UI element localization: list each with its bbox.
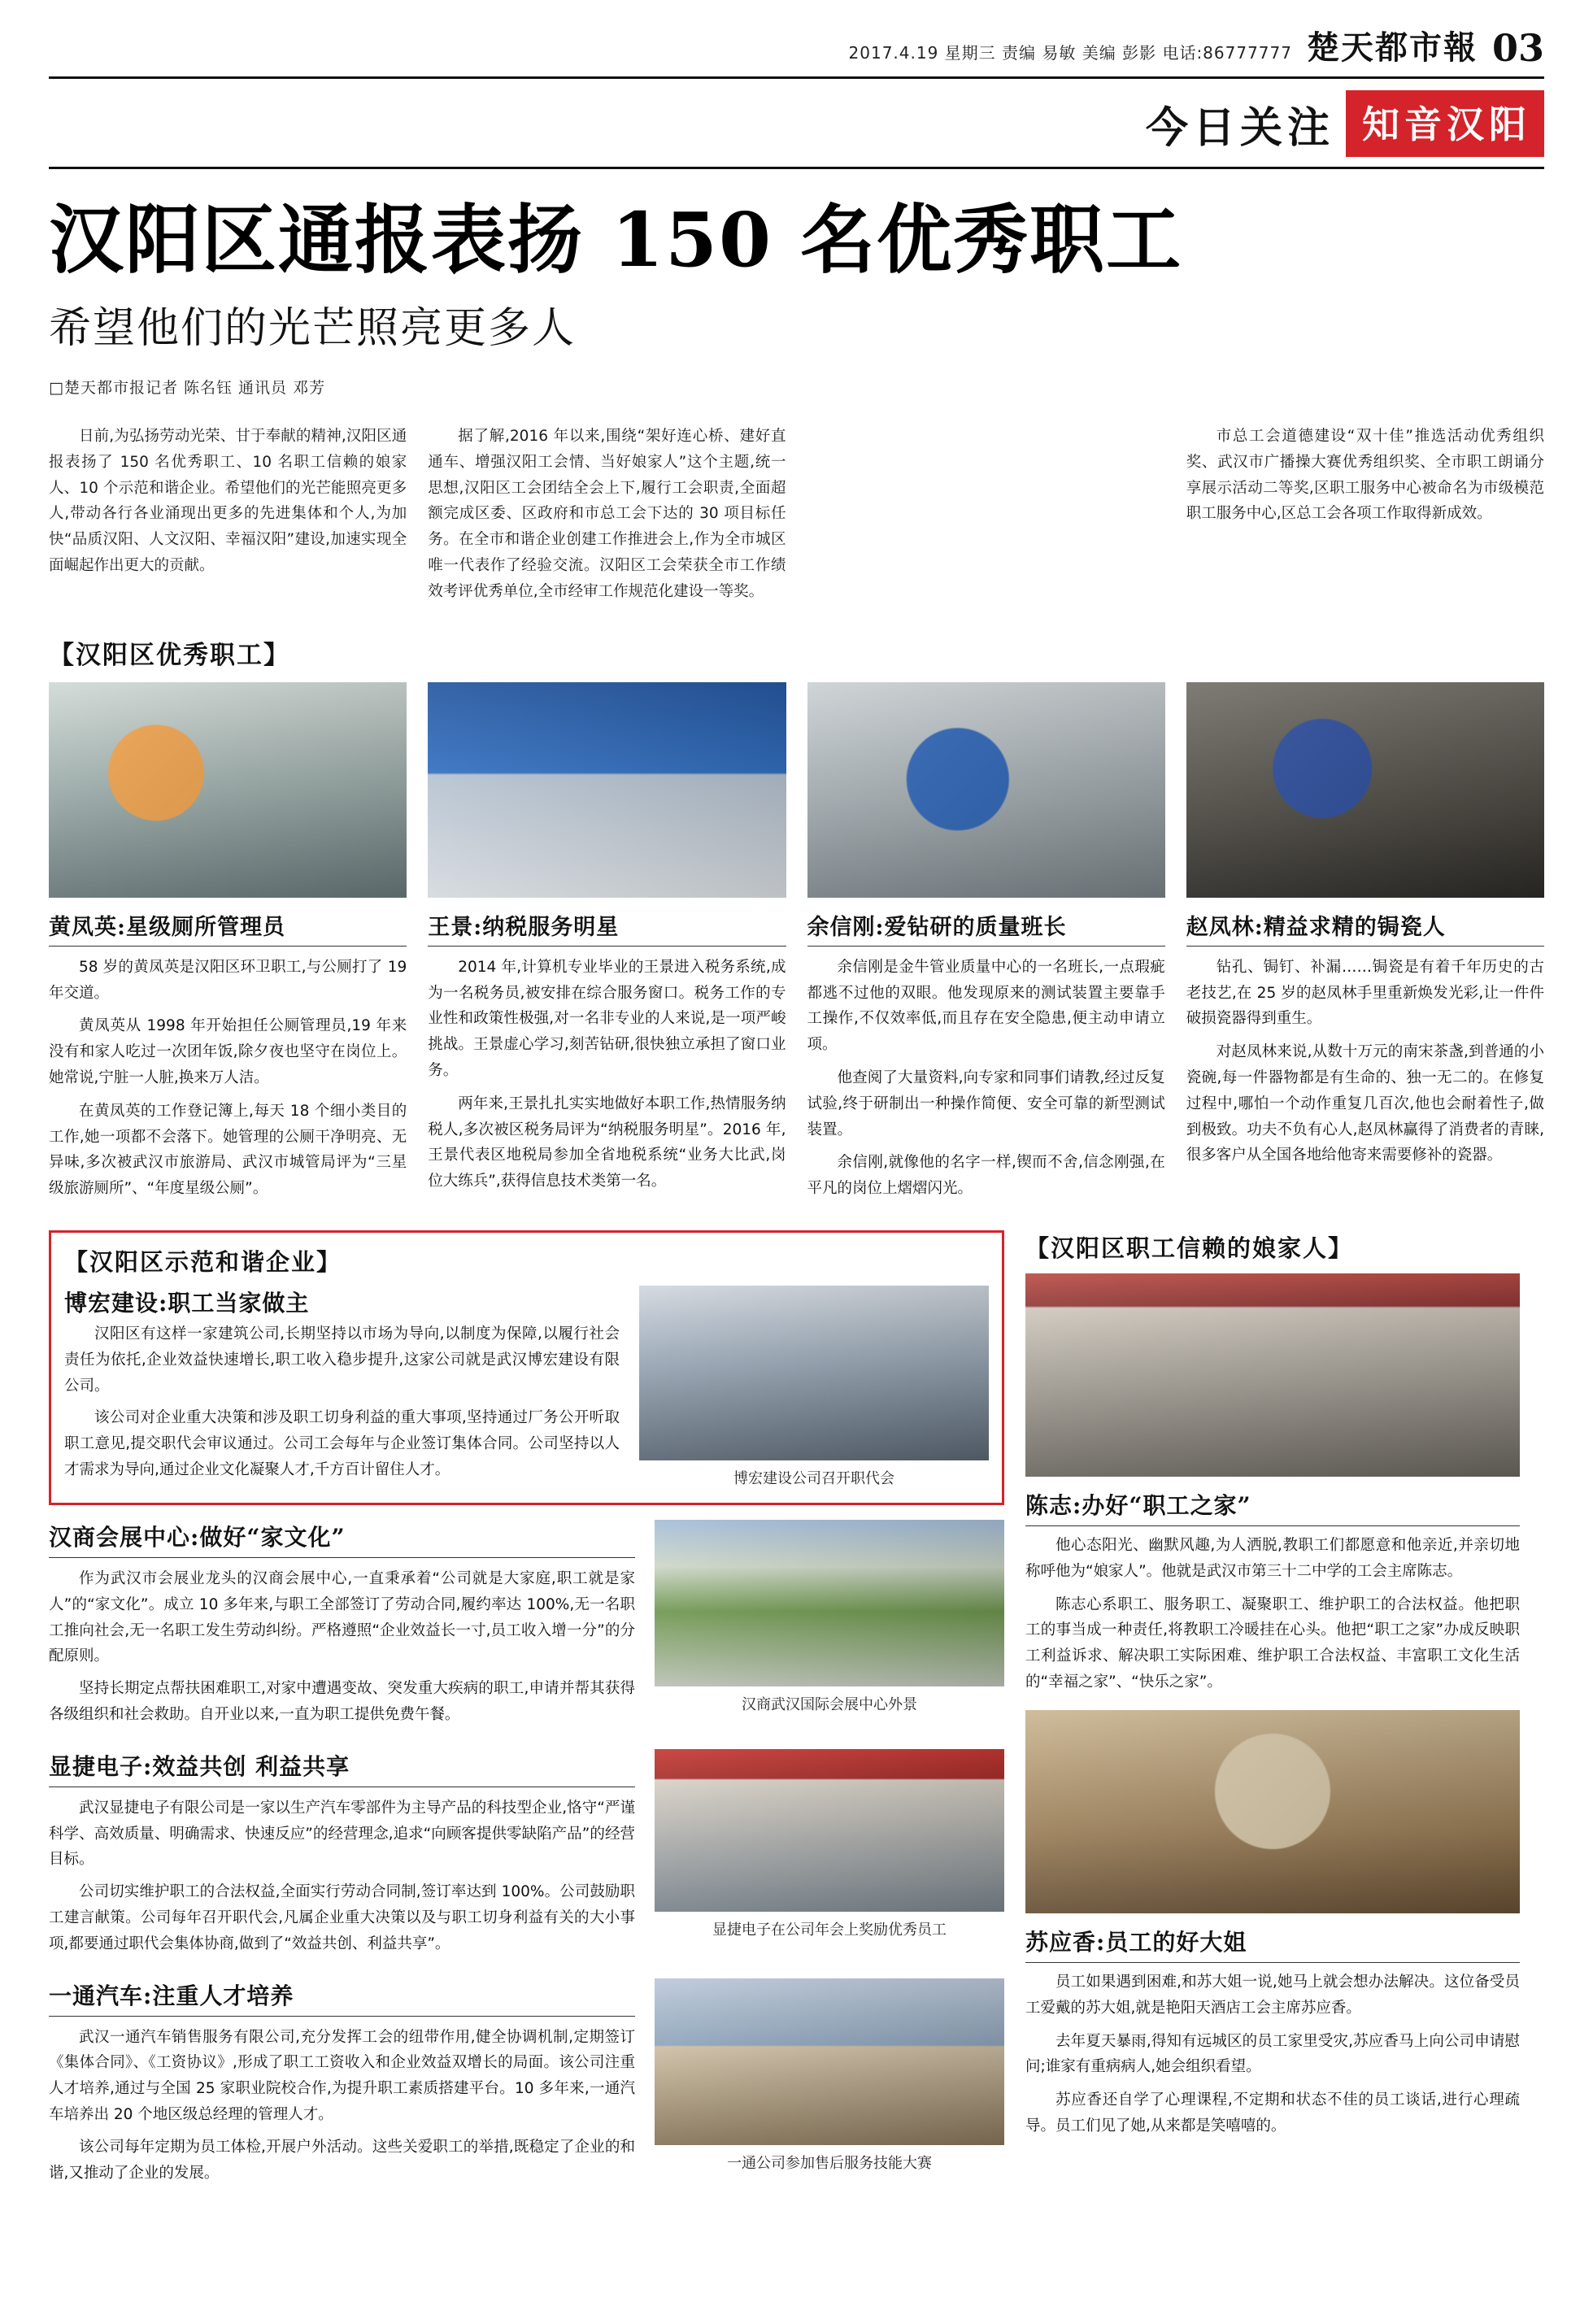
lead-paragraphs bbox=[49, 412, 1544, 613]
expo-photo bbox=[655, 1520, 1004, 1686]
worker-name: 赵凤林:精益求精的锔瓷人 bbox=[1186, 914, 1446, 940]
rule-under-banner bbox=[49, 167, 1544, 169]
skills-photo bbox=[655, 1978, 1004, 2145]
story-para: 汉阳区有这样一家建筑公司,长期坚持以市场为导向,以制度为保障,以履行社会责任为依托,企业效益快速增长,职工收入稳步提升,这家公司就是武汉博宏建设有限公司。 bbox=[64, 1325, 620, 1395]
divider bbox=[807, 946, 1165, 947]
worker-card bbox=[428, 682, 786, 1209]
story-para: 去年夏天暴雨,得知有远城区的员工家里受灾,苏应香马上向公司申请慰问;谁家有重病病人,她会组织看望。 bbox=[1025, 2032, 1520, 2076]
section-label-enterprises: 【汉阳区示范和谐企业】 bbox=[64, 1248, 342, 1277]
story-text bbox=[49, 1749, 635, 1964]
rule-top bbox=[49, 76, 1544, 79]
family-column bbox=[1025, 1230, 1520, 2193]
worker-para: 他查阅了大量资料,向专家和同事们请教,经过反复试验,终于研制出一种操作简便、安全可靠的新型测试装置。 bbox=[807, 1068, 1165, 1138]
worker-gallery bbox=[49, 682, 1544, 1209]
highlight-box bbox=[49, 1230, 1004, 1505]
photo-caption: 一通公司参加售后服务技能大赛 bbox=[727, 2154, 932, 2172]
page-subtitle: 希望他们的光芒照亮更多人 bbox=[49, 304, 577, 354]
divider bbox=[428, 946, 786, 947]
story-para: 武汉一通汽车销售服务有限公司,充分发挥工会的纽带作用,健全协调机制,定期签订《集体合同》、《工资协议》,形成了职工工资收入和企业效益双增长的局面。该公司注重人才培养,通过与全国 25 家职业院校合作,为提升职工素质搭建平台。10 多年来,一通汽车培养出 20 个地区级总经理的管理人才。 bbox=[49, 2028, 635, 2124]
story-para: 武汉显捷电子有限公司是一家以生产汽车零部件为主导产品的科技型企业,恪守“严谨科学、高效质量、明确需求、快速反应”的经营理念,追求“向顾客提供零缺陷产品”的经营目标。 bbox=[49, 1799, 635, 1869]
divider bbox=[49, 946, 407, 947]
banner-focus-label: 今日关注 bbox=[1145, 102, 1334, 153]
worker-para: 58 岁的黄凤英是汉阳区环卫职工,与公厕打了 19 年交道。 bbox=[49, 958, 407, 1002]
photo-caption: 博宏建设公司召开职代会 bbox=[733, 1470, 894, 1488]
story-para: 他心态阳光、幽默风趣,为人洒脱,教职工们都愿意和他亲近,并亲切地称呼他为“娘家人”。他就是武汉市第三十二中学的工会主席陈志。 bbox=[1025, 1537, 1520, 1580]
story-para: 该公司对企业重大决策和涉及职工切身利益的重大事项,坚持通过厂务公开听取职工意见,提交职代会审议通过。公司工会每年与企业签订集体合同。公司坚持以人才需求为导向,通过企业文化凝聚人才,千方百计留住人才。 bbox=[64, 1409, 620, 1479]
photo-caption: 显捷电子在公司年会上奖励优秀员工 bbox=[712, 1921, 947, 1939]
photo-caption: 汉商武汉国际会展中心外景 bbox=[742, 1695, 917, 1713]
enterprise-story bbox=[49, 1520, 1004, 1734]
worker-para: 对赵凤林来说,从数十万元的南宋茶盏,到普通的小瓷碗,每一件器物都是有生命的、独一无二的。在修复过程中,哪怕一个动作重复几百次,他也会耐着性子,做到极致。功夫不负有心人,赵凤林赢得了消费者的青睐,很多客户从全国各地给他寄来需要修补的瓷器。 bbox=[1186, 1043, 1544, 1164]
worker-para: 两年来,王景扎扎实实地做好本职工作,热情服务纳税人,多次被区税务局评为“纳税服务明星”。2016 年,王景代表区地税局参加全省地税系统“业务大比武,岗位大练兵”,获得信息技术类第一名。 bbox=[428, 1095, 786, 1190]
lead-col-4: 市总工会道德建设“双十佳”推选活动优秀组织奖、武汉市广播操大赛优秀组织奖、全市职工朗诵分享展示活动二等奖,区职工服务中心被命名为市级模范职工服务中心,区总工会各项工作取得新成效。 bbox=[1186, 428, 1544, 523]
worker-card bbox=[807, 682, 1165, 1209]
story-text bbox=[49, 1978, 635, 2193]
worker-photo-tax bbox=[428, 682, 786, 898]
worker-para: 余信刚是金牛管业质量中心的一名班长,一点瑕疵都逃不过他的双眼。他发现原来的测试装置主要靠手工操作,不仅效率低,而且存在安全隐患,便主动申请立项。 bbox=[807, 958, 1165, 1054]
worker-photo-cleaner bbox=[49, 682, 407, 898]
enterprise-story bbox=[64, 1286, 989, 1490]
story-media bbox=[639, 1286, 989, 1490]
story-para: 坚持长期定点帮扶困难职工,对家中遭遇变故、突发重大疾病的职工,申请并帮其获得各级组织和社会救助。自开业以来,一直为职工提供免费午餐。 bbox=[49, 1680, 635, 1723]
story-title: 陈志:办好“职工之家” bbox=[1025, 1488, 1520, 1526]
story-title: 博宏建设:职工当家做主 bbox=[64, 1290, 310, 1317]
story-para: 该公司每年定期为员工体检,开展户外活动。这些关爱职工的举措,既稳定了企业的和谐,又推动了企业的发展。 bbox=[49, 2138, 635, 2182]
worker-para: 钻孔、锔钉、补漏……锔瓷是有着千年历史的古老技艺,在 25 岁的赵凤林手里重新焕发光彩,让一件件破损瓷器得到重生。 bbox=[1186, 958, 1544, 1028]
story-text bbox=[49, 1520, 635, 1734]
story-media bbox=[655, 1520, 1004, 1734]
publication-meta: 2017.4.19 星期三 责编 易敏 美编 彭影 电话:86777777 bbox=[848, 43, 1292, 63]
story-title: 苏应香:员工的好大姐 bbox=[1025, 1925, 1520, 1963]
enterprise-story bbox=[49, 1978, 1004, 2193]
story-para: 苏应香还自学了心理课程,不定期和状态不佳的员工谈话,进行心理疏导。员工们见了她,从来都是笑嘻嘻的。 bbox=[1025, 2091, 1520, 2135]
section-label-family: 【汉阳区职工信赖的娘家人】 bbox=[1025, 1234, 1354, 1263]
bottom-zone bbox=[49, 1230, 1544, 2193]
worker-photo-qc bbox=[807, 682, 1165, 898]
section-banner bbox=[49, 90, 1544, 157]
story-para: 作为武汉市会展业龙头的汉商会展中心,一直秉承着“公司就是大家庭,职工就是家人”的“家文化”。成立 10 多年来,与职工全部签订了劳动合同,履约率达 100%,无一名职工推向社会,无一名职工发生劳动纠纷。严格遵照“企业效益长一寸,员工收入增一分”的分配原则。 bbox=[49, 1569, 635, 1665]
page-title: 汉阳区通报表扬 150 名优秀职工 bbox=[49, 196, 1183, 284]
enterprise-story bbox=[49, 1749, 1004, 1964]
worker-name: 余信刚:爱钻研的质量班长 bbox=[807, 914, 1067, 940]
story-title: 一通汽车:注重人才培养 bbox=[49, 1978, 635, 2017]
paper-title: 楚天都市報 bbox=[1306, 28, 1478, 67]
story-text bbox=[64, 1286, 620, 1490]
worker-card bbox=[49, 682, 407, 1209]
worker-card bbox=[1186, 682, 1544, 1209]
story-para: 员工如果遇到困难,和苏大姐一说,她马上就会想办法解决。这位备受员工爱戴的苏大姐,就是艳阳天酒店工会主席苏应香。 bbox=[1025, 1973, 1520, 2017]
story-media bbox=[655, 1749, 1004, 1964]
divider bbox=[1186, 946, 1544, 947]
story-media bbox=[655, 1978, 1004, 2193]
dumpling-photo bbox=[1025, 1710, 1520, 1913]
story-para: 公司切实维护职工的合法权益,全面实行劳动合同制,签订率达到 100%。公司鼓励职工建言献策。公司每年召开职代会,凡属企业重大决策以及与职工切身利益有关的大小事项,都要通过职代会集体协商,做到了“效益共创、利益共享”。 bbox=[49, 1883, 635, 1952]
worker-name: 黄凤英:星级厕所管理员 bbox=[49, 914, 285, 940]
worker-name: 王景:纳税服务明星 bbox=[428, 914, 620, 940]
worker-para: 2014 年,计算机专业毕业的王景进入税务系统,成为一名税务员,被安排在综合服务窗口。税务工作的专业性和政策性极强,对一名非专业的人来说,是一项严峻挑战。王景虚心学习,刻苦钻研,很快独立承担了窗口业务。 bbox=[428, 958, 786, 1079]
story-para: 陈志心系职工、服务职工、凝聚职工、维护职工的合法权益。他把职工的事当成一种责任,将教职工冷暖挂在心头。他把“职工之家”办成反映职工利益诉求、解决职工实际困难、维护职工合法权益、丰富职工文化生活的“幸福之家”、“快乐之家”。 bbox=[1025, 1595, 1520, 1691]
enterprises-column bbox=[49, 1230, 1004, 2193]
banner-section-tag: 知音汉阳 bbox=[1346, 90, 1544, 157]
chat-photo bbox=[1025, 1273, 1520, 1477]
worker-para: 在黄凤英的工作登记簿上,每天 18 个细小类目的工作,她一项都不会落下。她管理的公厕干净明亮、无异味,多次被武汉市旅游局、武汉市城管局评为“三星级旅游厕所”、“年度星级公厕”。 bbox=[49, 1102, 407, 1198]
story-title: 显捷电子:效益共创 利益共享 bbox=[49, 1749, 635, 1787]
lead-col-2: 据了解,2016 年以来,围绕“架好连心桥、建好直通车、增强汉阳工会情、当好娘家人”这个主题,统一思想,汉阳区工会团结全会上下,履行工会职责,全面超额完成区委、区政府和市总工会下达的 30 项目标任务。在全市和谐企业创建工作推进会上,作为全市城区唯一代表作了经验交流。汉阳区工会荣获全市工作绩效考评优秀单位,全市经审工作规范化建设一等奖。 bbox=[428, 428, 786, 600]
section-label-workers: 【汉阳区优秀职工】 bbox=[49, 640, 290, 670]
worker-photo-porcelain bbox=[1186, 682, 1544, 898]
lead-col-1: 日前,为弘扬劳动光荣、甘于奉献的精神,汉阳区通报表扬了 150 名优秀职工、10 名职工信赖的娘家人、10 个示范和谐企业。希望他们的光芒能照亮更多人,带动各行各业涌现出更多的先进集体和个人,为加快“品质汉阳、人文汉阳、幸福汉阳”建设,加速实现全面崛起作出更大的贡献。 bbox=[49, 428, 407, 575]
award-photo bbox=[655, 1749, 1004, 1912]
byline: □楚天都市报记者 陈名钰 通讯员 邓芳 bbox=[49, 379, 326, 398]
masthead bbox=[49, 0, 1544, 72]
worker-para: 黄凤英从 1998 年开始担任公厕管理员,19 年来没有和家人吃过一次团年饭,除夕夜也坚守在岗位上。她常说,宁脏一人脏,换来万人洁。 bbox=[49, 1017, 407, 1086]
page-number: 03 bbox=[1491, 26, 1544, 70]
story-title: 汉商会展中心:做好“家文化” bbox=[49, 1520, 635, 1558]
meeting-photo bbox=[639, 1286, 989, 1460]
worker-para: 余信刚,就像他的名字一样,锲而不舍,信念刚强,在平凡的岗位上熠熠闪光。 bbox=[807, 1154, 1165, 1198]
